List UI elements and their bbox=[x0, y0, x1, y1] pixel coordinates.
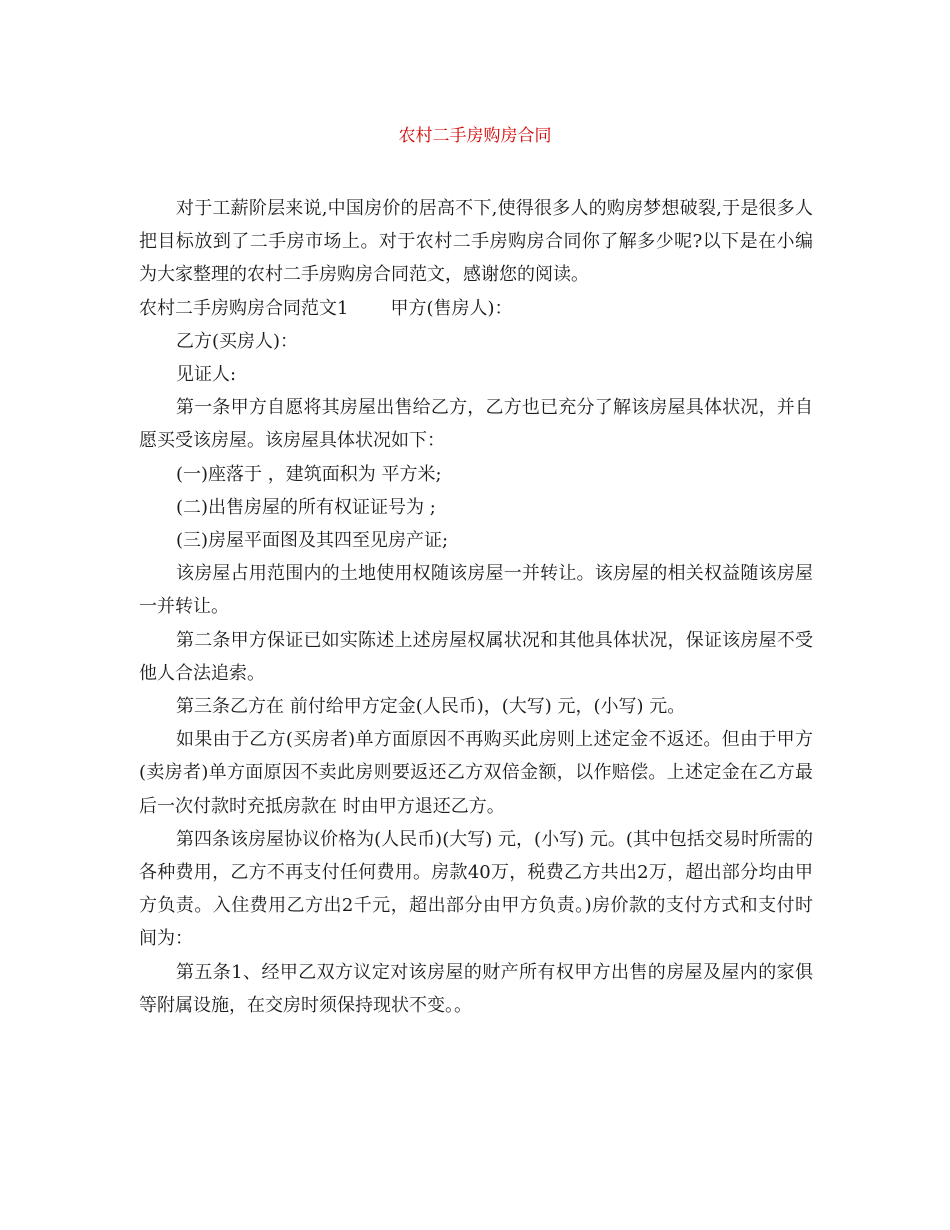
document-title: 农村二手房购房合同 bbox=[398, 126, 552, 146]
article-1: 第一条甲方自愿将其房屋出售给乙方，乙方也已充分了解该房屋具体状况，并自愿买受该房屋。该房屋具体状况如下： bbox=[139, 397, 813, 452]
article-1-item-1: (一)座落于 ，建筑面积为 平方米; bbox=[176, 463, 442, 485]
article-1-item-3: (三)房屋平面图及其四至见房产证; bbox=[176, 530, 449, 552]
article-1-item-2: (二)出售房屋的所有权证证号为 ; bbox=[176, 496, 436, 518]
deposit-paragraph: 如果由于乙方(买房者)单方面原因不再购买此房则上述定金不返还。但由于甲方(卖房者)单方面原因不卖此房则要返还乙方双倍金额，以作赔偿。上述定金在乙方最后一次付款时充抵房款在 时由甲方退还乙方。 bbox=[139, 729, 813, 817]
document-body bbox=[139, 192, 813, 1022]
article-2: 第二条甲方保证已如实陈述上述房屋权属状况和其他具体状况，保证该房屋不受他人合法追索。 bbox=[139, 629, 813, 684]
article-4: 第四条该房屋协议价格为(人民币)(大写) 元，(小写) 元。(其中包括交易时所需的各种费用，乙方不再支付任何费用。房款40万，税费乙方共出2万，超出部分均由甲方负责。入住费用乙方出2千元，超出部分由甲方负责。)房价款的支付方式和支付时间为： bbox=[139, 828, 813, 950]
party-b-label: 乙方(买房人)： bbox=[176, 330, 299, 352]
section-heading-line bbox=[139, 292, 813, 325]
article-3: 第三条乙方在 前付给甲方定金(人民币)，(大写) 元，(小写) 元。 bbox=[176, 696, 686, 718]
party-a-label: 甲方(售房人)： bbox=[390, 297, 513, 319]
article-5: 第五条1、经甲乙双方议定对该房屋的财产所有权甲方出售的房屋及屋内的家俱等附属设施，在交房时须保持现状不变。。 bbox=[139, 961, 813, 1016]
section-heading: 农村二手房购房合同范文1 bbox=[139, 297, 349, 319]
intro-paragraph: 对于工薪阶层来说,中国房价的居高不下,使得很多人的购房梦想破裂,于是很多人把目标放到了二手房市场上。对于农村二手房购房合同你了解多少呢?以下是在小编为大家整理的农村二手房购房合同范文，感谢您的阅读。 bbox=[139, 198, 813, 286]
witness-label: 见证人: bbox=[176, 364, 237, 386]
land-use-paragraph: 该房屋占用范围内的土地使用权随该房屋一并转让。该房屋的相关权益随该房屋一并转让。 bbox=[139, 563, 813, 618]
